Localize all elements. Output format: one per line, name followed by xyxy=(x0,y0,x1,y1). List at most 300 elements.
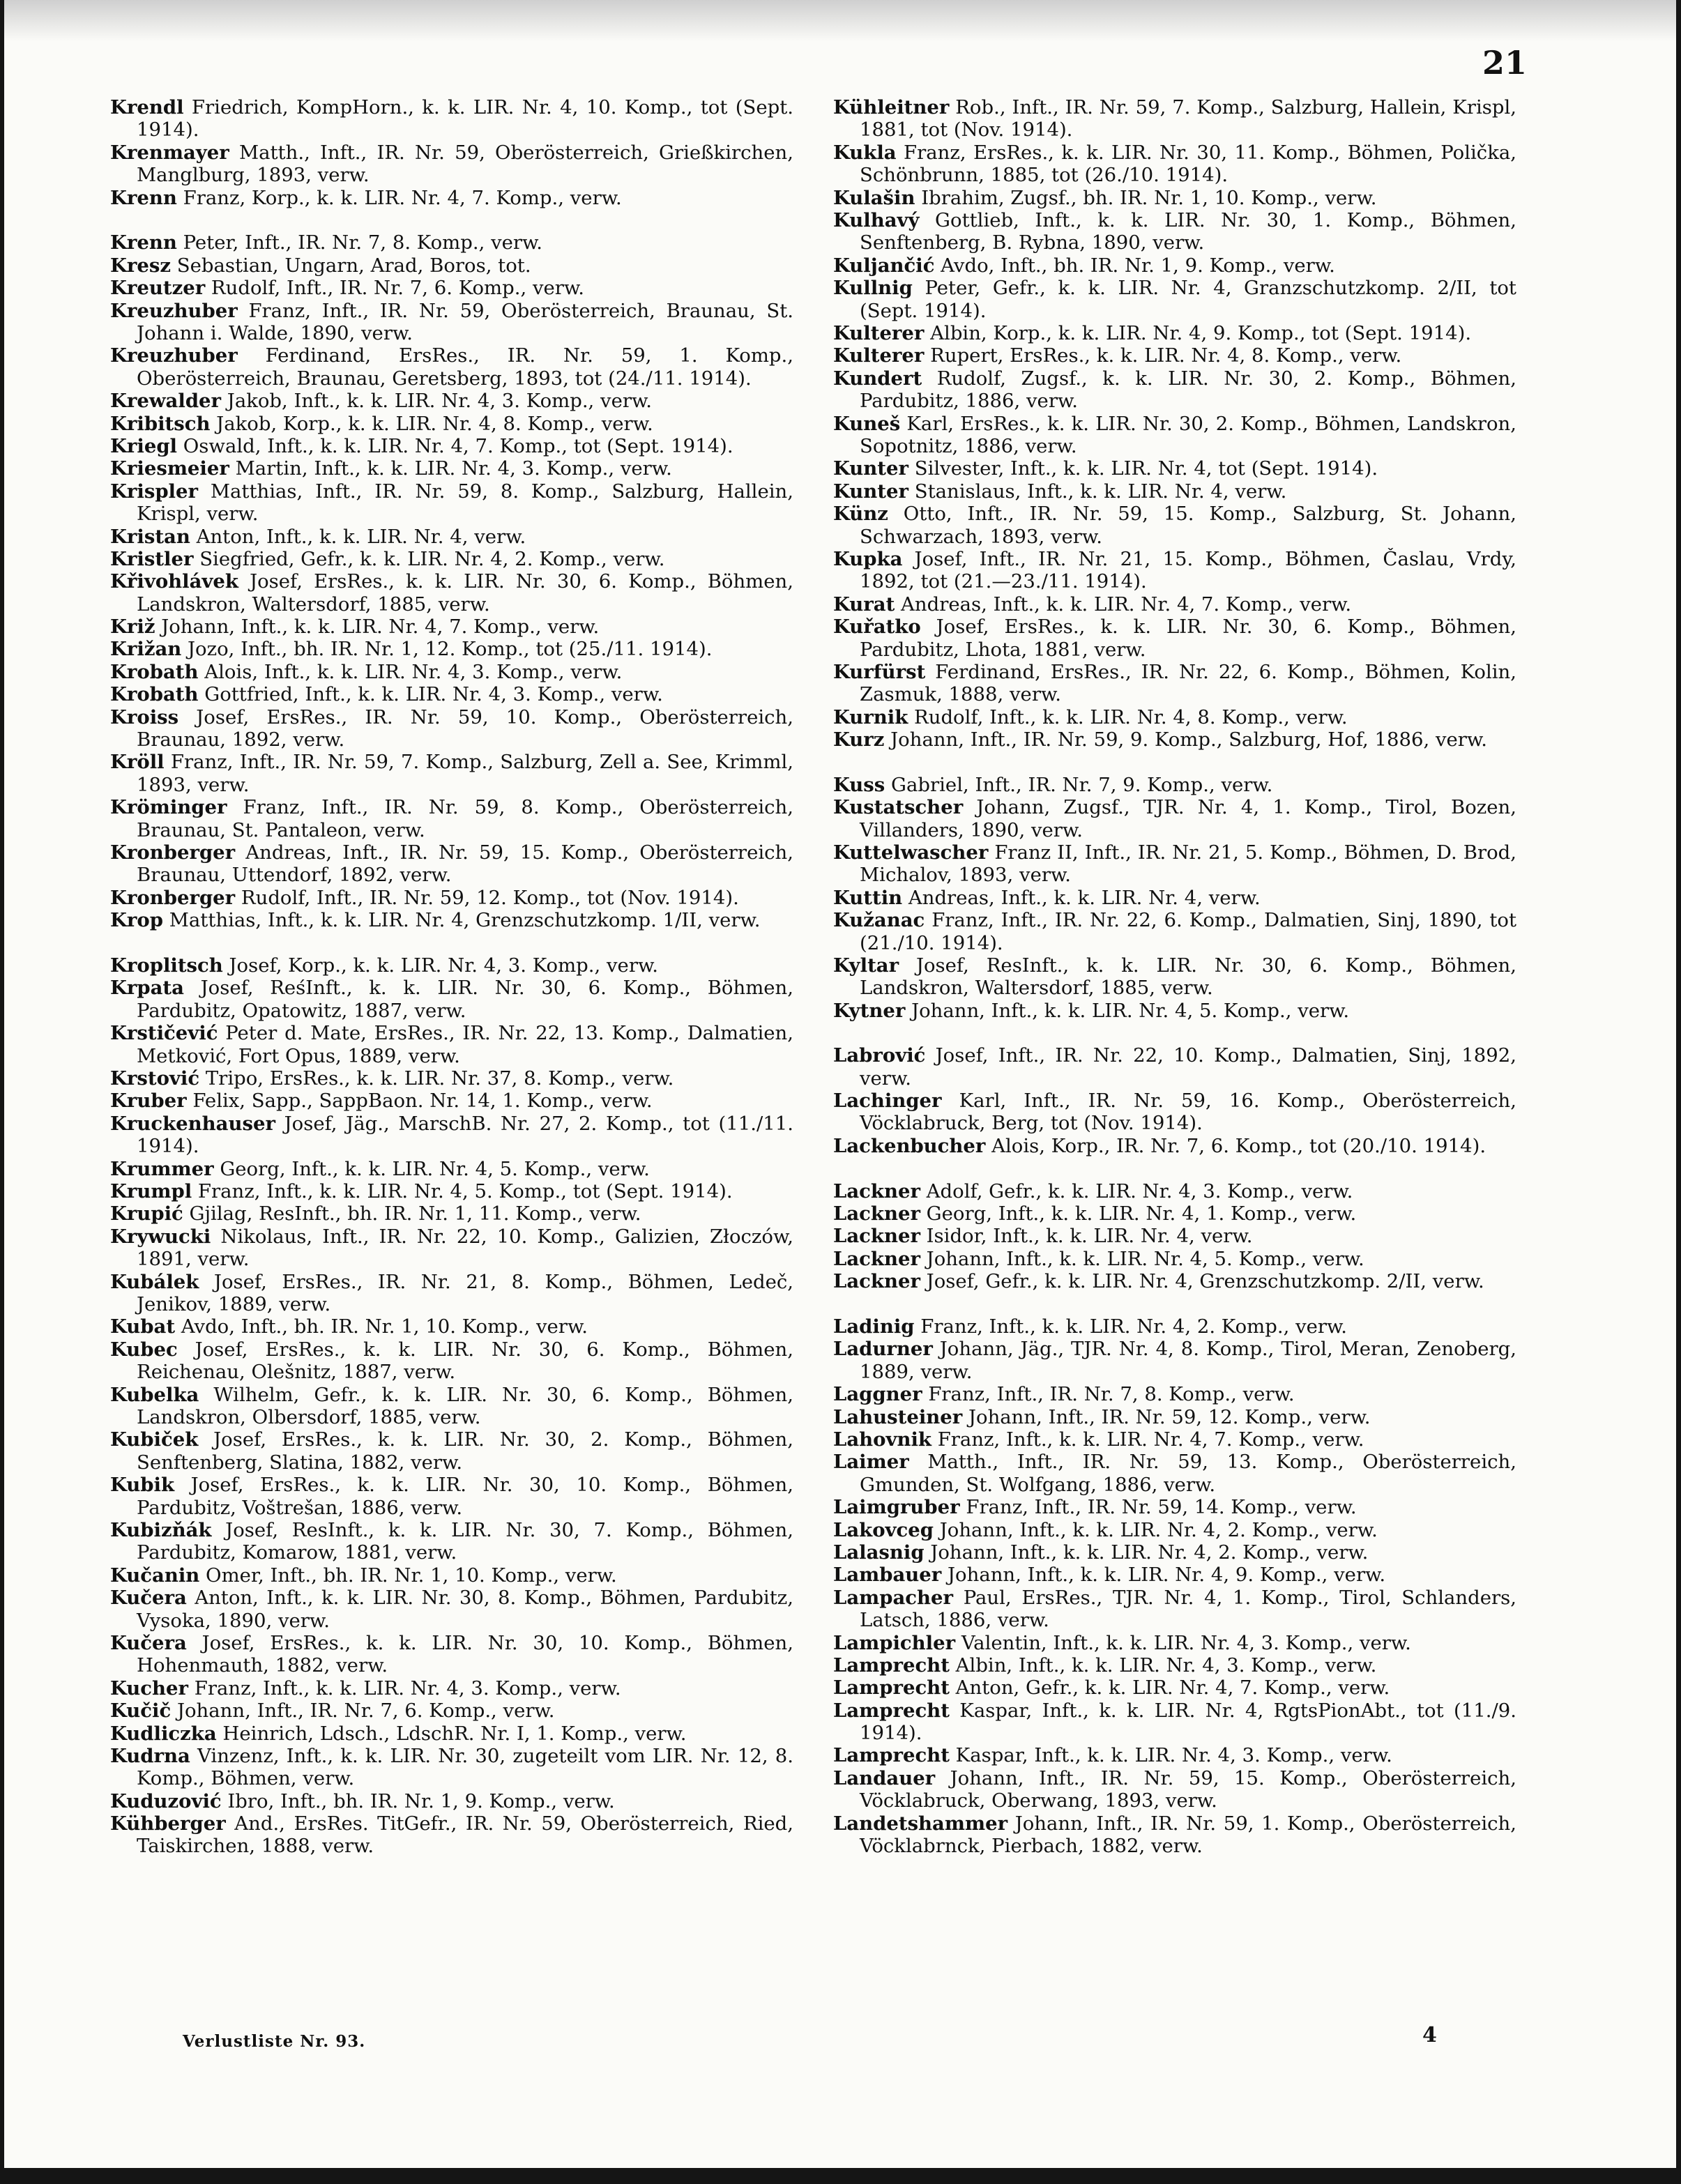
entry-details: Franz, Inft., IR. Nr. 59, 8. Komp., Oberösterreich, Braunau, St. Pantaleon, verw. xyxy=(137,796,793,841)
right-column xyxy=(833,96,1516,1857)
list-entry xyxy=(110,638,793,660)
entry-surname: Kuřatko xyxy=(833,616,921,639)
entry-surname: Labrović xyxy=(833,1044,926,1067)
entry-details: Johann, Inft., k. k. LIR. Nr. 4, 9. Komp., verw. xyxy=(941,1564,1386,1587)
entry-surname: Kubálek xyxy=(110,1270,199,1293)
list-entry xyxy=(833,1677,1516,1699)
list-entry xyxy=(833,1248,1516,1270)
list-entry xyxy=(833,593,1516,616)
list-entry xyxy=(110,142,793,187)
list-entry xyxy=(833,774,1516,796)
list-entry xyxy=(833,841,1516,887)
list-entry xyxy=(110,1022,793,1067)
entry-surname: Krupić xyxy=(110,1202,183,1225)
entry-surname: Kučič xyxy=(110,1700,172,1723)
entry-surname: Krpata xyxy=(110,977,184,1000)
entry-surname: Kuttelwascher xyxy=(833,841,989,864)
entry-details: Josef, ResInft., k. k. LIR. Nr. 30, 6. Komp., Böhmen, Landskron, Waltersdorf, 1885, verw. xyxy=(860,954,1516,1000)
entry-surname: Krstović xyxy=(110,1067,200,1090)
entry-details: Franz, Inft., k. k. LIR. Nr. 4, 2. Komp., verw. xyxy=(914,1315,1348,1338)
entry-surname: Kuljančić xyxy=(833,254,935,277)
list-entry xyxy=(833,142,1516,187)
entry-details: Oswald, Inft., k. k. LIR. Nr. 4, 7. Komp., tot (Sept. 1914). xyxy=(177,434,733,457)
entry-surname: Kristler xyxy=(110,547,194,570)
entry-surname: Kuss xyxy=(833,773,885,796)
entry-details: Kaspar, Inft., k. k. LIR. Nr. 4, RgtsPionAbt., tot (11./9. 1914). xyxy=(860,1699,1516,1745)
entry-surname: Landetshammer xyxy=(833,1812,1008,1835)
entry-surname: Kubik xyxy=(110,1474,175,1497)
entry-details: Anton, Inft., k. k. LIR. Nr. 4, verw. xyxy=(190,525,526,548)
entry-details: Georg, Inft., k. k. LIR. Nr. 4, 1. Komp., verw. xyxy=(920,1202,1357,1225)
entry-surname: Kucher xyxy=(110,1677,189,1700)
entry-surname: Kundert xyxy=(833,367,922,390)
list-entry xyxy=(110,1067,793,1090)
entry-surname: Kupka xyxy=(833,547,903,570)
list-entry xyxy=(833,1812,1516,1858)
entry-surname: Lamprecht xyxy=(833,1654,950,1677)
entry-surname: Kullnig xyxy=(833,277,913,300)
entry-details: Johann, Jäg., TJR. Nr. 4, 8. Komp., Tirol, Meran, Zenoberg, 1889, verw. xyxy=(860,1338,1516,1383)
entry-details: Karl, ErsRes., k. k. LIR. Nr. 30, 2. Komp., Böhmen, Landskron, Sopotnitz, 1886, verw. xyxy=(860,412,1516,457)
list-entry xyxy=(833,367,1516,413)
entry-details: Adolf, Gefr., k. k. LIR. Nr. 4, 3. Komp., verw. xyxy=(920,1179,1353,1202)
entry-surname: Kreuzhuber xyxy=(110,344,238,367)
entry-details: And., ErsRes. TitGefr., IR. Nr. 59, Oberösterreich, Ried, Taiskirchen, 1888, verw. xyxy=(137,1812,793,1858)
list-entry xyxy=(833,1496,1516,1518)
entry-details: Peter d. Mate, ErsRes., IR. Nr. 22, 13. Komp., Dalmatien, Metković, Fort Opus, 1889, verw. xyxy=(137,1022,793,1067)
entry-surname: Kytner xyxy=(833,999,906,1022)
list-entry xyxy=(833,1587,1516,1632)
entry-details: Martin, Inft., k. k. LIR. Nr. 4, 3. Komp., verw. xyxy=(229,457,672,480)
entry-surname: Kröll xyxy=(110,751,165,774)
entry-surname: Kreutzer xyxy=(110,277,206,300)
entry-surname: Kulhavý xyxy=(833,208,920,231)
entry-surname: Kyltar xyxy=(833,954,899,977)
entry-surname: Kroiss xyxy=(110,705,179,728)
entry-details: Andreas, Inft., k. k. LIR. Nr. 4, verw. xyxy=(902,886,1261,909)
entry-details: Johann, Inft., k. k. LIR. Nr. 4, 7. Komp., verw. xyxy=(155,616,600,639)
list-entry xyxy=(833,954,1516,1000)
page-number: 21 xyxy=(1482,44,1527,82)
entry-surname: Ladurner xyxy=(833,1338,933,1361)
list-entry xyxy=(833,1541,1516,1564)
entry-details: Andreas, Inft., IR. Nr. 59, 15. Komp., Oberösterreich, Braunau, Uttendorf, 1892, verw. xyxy=(137,841,793,887)
entry-surname: Kubec xyxy=(110,1338,178,1361)
list-entry xyxy=(110,457,793,480)
list-entry xyxy=(110,548,793,570)
list-entry xyxy=(833,1090,1516,1135)
entry-surname: Lackner xyxy=(833,1247,920,1270)
signature-mark: 4 xyxy=(1422,2023,1437,2047)
entry-surname: Kudrna xyxy=(110,1744,190,1767)
list-entry xyxy=(833,1338,1516,1383)
entry-surname: Krobath xyxy=(110,660,199,683)
entry-details: Josef, ErsRes., IR. Nr. 59, 10. Komp., Oberösterreich, Braunau, 1892, verw. xyxy=(137,705,793,751)
list-entry xyxy=(833,1632,1516,1654)
entry-details: Josef, ResInft., k. k. LIR. Nr. 30, 7. Komp., Böhmen, Pardubitz, Komarow, 1881, verw. xyxy=(137,1518,793,1564)
entry-details: Otto, Inft., IR. Nr. 59, 15. Komp., Salzburg, St. Johann, Schwarzach, 1893, verw. xyxy=(860,503,1516,548)
entry-surname: Kruber xyxy=(110,1090,187,1113)
entry-surname: Krumpl xyxy=(110,1179,192,1202)
entry-details: Georg, Inft., k. k. LIR. Nr. 4, 5. Komp., verw. xyxy=(213,1157,650,1180)
entry-details: Matth., Inft., IR. Nr. 59, Oberösterreich, Grießkirchen, Manglburg, 1893, verw. xyxy=(137,141,793,187)
entry-details: Albin, Inft., k. k. LIR. Nr. 4, 3. Komp., verw. xyxy=(949,1654,1377,1677)
list-entry xyxy=(110,344,793,390)
entry-details: Franz, Inft., IR. Nr. 59, Oberösterreich, Braunau, St. Johann i. Walde, 1890, verw. xyxy=(137,299,793,344)
entry-details: Tripo, ErsRes., k. k. LIR. Nr. 37, 8. Komp., verw. xyxy=(199,1067,674,1090)
entry-details: Anton, Gefr., k. k. LIR. Nr. 4, 7. Komp., verw. xyxy=(949,1677,1390,1700)
list-entry xyxy=(833,1180,1516,1202)
entry-details: Josef, ErsRes., k. k. LIR. Nr. 30, 10. Komp., Böhmen, Pardubitz, Voštrešan, 1886, verw. xyxy=(137,1474,793,1519)
entry-surname: Lampacher xyxy=(833,1586,954,1609)
entry-details: Rudolf, Inft., IR. Nr. 59, 12. Komp., tot (Nov. 1914). xyxy=(235,886,739,909)
scan-border-left xyxy=(0,0,4,2184)
entry-surname: Kučera xyxy=(110,1631,187,1654)
list-entry xyxy=(110,480,793,526)
list-entry xyxy=(110,96,793,142)
entry-surname: Kurnik xyxy=(833,705,908,728)
list-entry xyxy=(833,1044,1516,1090)
entry-surname: Križan xyxy=(110,638,182,661)
list-entry xyxy=(110,1812,793,1858)
list-entry xyxy=(110,954,793,977)
entry-details: Avdo, Inft., bh. IR. Nr. 1, 9. Komp., verw. xyxy=(934,254,1335,277)
entry-details: Franz, Inft., k. k. LIR. Nr. 4, 3. Komp., verw. xyxy=(188,1677,621,1700)
list-entry xyxy=(833,1519,1516,1541)
entry-details: Silvester, Inft., k. k. LIR. Nr. 4, tot (Sept. 1914). xyxy=(908,457,1378,480)
list-entry xyxy=(833,254,1516,277)
entry-details: Josef, ReśInft., k. k. LIR. Nr. 30, 6. Komp., Böhmen, Pardubitz, Opatowitz, 1887, verw. xyxy=(137,977,793,1022)
list-entry xyxy=(833,209,1516,254)
entry-surname: Lampichler xyxy=(833,1631,956,1654)
list-entry xyxy=(110,1723,793,1745)
entry-surname: Kühberger xyxy=(110,1812,226,1835)
list-entry xyxy=(833,96,1516,142)
entry-surname: Kriesmeier xyxy=(110,457,229,480)
entry-details: Josef, Inft., IR. Nr. 21, 15. Komp., Böhmen, Časlau, Vrdy, 1892, tot (21.—23./11. 1914). xyxy=(860,547,1516,593)
entry-details: Josef, Inft., IR. Nr. 22, 10. Komp., Dalmatien, Sinj, 1892, verw. xyxy=(860,1044,1516,1090)
list-entry xyxy=(110,1113,793,1158)
entry-details: Franz, ErsRes., k. k. LIR. Nr. 30, 11. Komp., Böhmen, Polička, Schönbrunn, 1885, tot (26./10. 1914). xyxy=(860,141,1516,187)
list-entry xyxy=(110,1225,793,1271)
list-entry xyxy=(833,1654,1516,1677)
entry-surname: Lamprecht xyxy=(833,1677,950,1700)
entry-surname: Kučanin xyxy=(110,1564,200,1587)
entry-details: Karl, Inft., IR. Nr. 59, 16. Komp., Oberösterreich, Vöcklabruck, Berg, tot (Nov. 1914). xyxy=(860,1090,1516,1135)
list-entry xyxy=(833,413,1516,458)
entry-details: Josef, ErsRes., IR. Nr. 21, 8. Komp., Böhmen, Ledeč, Jenikov, 1889, verw. xyxy=(137,1270,793,1315)
entry-surname: Kulašin xyxy=(833,186,915,209)
entry-surname: Kribitsch xyxy=(110,412,211,435)
entry-surname: Kučera xyxy=(110,1587,187,1610)
entry-surname: Landauer xyxy=(833,1766,936,1789)
entry-surname: Kunter xyxy=(833,480,908,503)
entry-surname: Lahovnik xyxy=(833,1428,931,1451)
entry-details: Ibrahim, Zugsf., bh. IR. Nr. 1, 10. Komp., verw. xyxy=(915,186,1377,209)
entry-details: Rudolf, Inft., IR. Nr. 7, 6. Komp., verw. xyxy=(205,277,584,300)
entry-details: Felix, Sapp., SappBaon. Nr. 14, 1. Komp., verw. xyxy=(186,1090,653,1113)
scan-shadow xyxy=(0,0,1681,42)
entry-surname: Kustatscher xyxy=(833,796,964,819)
list-entry xyxy=(110,887,793,909)
list-entry xyxy=(833,187,1516,209)
entry-details: Johann, Inft., k. k. LIR. Nr. 4, 5. Komp., verw. xyxy=(905,999,1350,1022)
list-entry xyxy=(833,887,1516,909)
entry-surname: Kubat xyxy=(110,1315,176,1338)
entry-details: Josef, ErsRes., k. k. LIR. Nr. 30, 6. Komp., Böhmen, Landskron, Waltersdorf, 1885, verw. xyxy=(137,570,793,616)
entry-surname: Kuttin xyxy=(833,886,903,909)
list-entry xyxy=(110,909,793,954)
entry-details: Johann, Inft., IR. Nr. 59, 9. Komp., Salzburg, Hof, 1886, verw. xyxy=(884,728,1487,751)
entry-surname: Lamprecht xyxy=(833,1699,950,1722)
entry-surname: Lackner xyxy=(833,1179,920,1202)
list-entry xyxy=(110,977,793,1022)
entry-surname: Kronberger xyxy=(110,886,236,909)
entry-surname: Krendl xyxy=(110,96,184,119)
list-entry xyxy=(110,661,793,683)
list-entry xyxy=(833,457,1516,480)
list-entry xyxy=(110,1745,793,1790)
entry-details: Jakob, Korp., k. k. LIR. Nr. 4, 8. Komp., verw. xyxy=(210,412,653,435)
entry-details: Gabriel, Inft., IR. Nr. 7, 9. Komp., verw. xyxy=(885,773,1273,796)
entry-surname: Krstičević xyxy=(110,1022,218,1045)
entry-details: Franz, Korp., k. k. LIR. Nr. 4, 7. Komp., verw. xyxy=(176,186,622,209)
list-entry xyxy=(110,683,793,705)
list-entry xyxy=(833,344,1516,367)
list-entry xyxy=(833,616,1516,661)
entry-details: Franz, Inft., k. k. LIR. Nr. 4, 5. Komp., tot (Sept. 1914). xyxy=(192,1179,733,1202)
entry-surname: Laimgruber xyxy=(833,1496,960,1519)
list-entry xyxy=(110,1564,793,1587)
entry-surname: Kriegl xyxy=(110,434,178,457)
entry-details: Johann, Inft., k. k. LIR. Nr. 4, 5. Komp., verw. xyxy=(920,1247,1364,1270)
entry-details: Siegfried, Gefr., k. k. LIR. Nr. 4, 2. Komp., verw. xyxy=(193,547,665,570)
entry-details: Jakob, Inft., k. k. LIR. Nr. 4, 3. Komp., verw. xyxy=(221,390,653,413)
entry-details: Gjilag, ResInft., bh. IR. Nr. 1, 11. Komp., verw. xyxy=(183,1202,641,1225)
entry-details: Jozo, Inft., bh. IR. Nr. 1, 12. Komp., tot (25./11. 1914). xyxy=(181,638,713,661)
entry-details: Josef, Gefr., k. k. LIR. Nr. 4, Grenzschutzkomp. 2/II, verw. xyxy=(920,1270,1484,1293)
entry-surname: Lalasnig xyxy=(833,1541,925,1564)
entry-details: Matthias, Inft., k. k. LIR. Nr. 4, Grenzschutzkomp. 1/II, verw. xyxy=(162,909,761,932)
entry-surname: Lambauer xyxy=(833,1564,942,1587)
entry-details: Rudolf, Zugsf., k. k. LIR. Nr. 30, 2. Komp., Böhmen, Pardubitz, 1886, verw. xyxy=(860,367,1516,413)
entry-surname: Kubiček xyxy=(110,1428,199,1451)
entry-surname: Kresz xyxy=(110,254,171,277)
entry-details: Sebastian, Ungarn, Arad, Boros, tot. xyxy=(171,254,531,277)
list-entry xyxy=(833,503,1516,548)
entry-surname: Lackner xyxy=(833,1202,920,1225)
entry-surname: Kukla xyxy=(833,141,897,164)
list-entry xyxy=(110,1384,793,1429)
list-entry xyxy=(833,1767,1516,1812)
entry-surname: Künz xyxy=(833,503,888,526)
entry-surname: Kubelka xyxy=(110,1383,199,1406)
entry-surname: Kudliczka xyxy=(110,1722,217,1745)
list-entry xyxy=(110,1632,793,1677)
list-entry xyxy=(833,1000,1516,1022)
list-entry xyxy=(110,390,793,412)
entry-details: Johann, Inft., IR. Nr. 7, 6. Komp., verw. xyxy=(171,1700,555,1723)
entry-details: Johann, Inft., IR. Nr. 59, 12. Komp., verw. xyxy=(962,1405,1371,1428)
list-entry xyxy=(110,796,793,841)
list-entry xyxy=(833,1383,1516,1405)
entry-details: Matthias, Inft., IR. Nr. 59, 8. Komp., Salzburg, Hallein, Krispl, verw. xyxy=(137,480,793,526)
entry-details: Anton, Inft., k. k. LIR. Nr. 30, 8. Komp., Böhmen, Pardubitz, Vysoka, 1890, verw. xyxy=(137,1587,793,1632)
entry-details: Avdo, Inft., bh. IR. Nr. 1, 10. Komp., verw. xyxy=(175,1315,588,1338)
entry-surname: Krenmayer xyxy=(110,141,229,164)
entry-surname: Lamprecht xyxy=(833,1744,950,1767)
list-entry xyxy=(110,187,793,232)
entry-details: Franz, Inft., IR. Nr. 7, 8. Komp., verw. xyxy=(922,1383,1295,1406)
list-entry xyxy=(110,1158,793,1180)
entry-details: Josef, Korp., k. k. LIR. Nr. 4, 3. Komp., verw. xyxy=(222,954,658,977)
list-entry xyxy=(110,300,793,345)
entry-details: Rudolf, Inft., k. k. LIR. Nr. 4, 8. Komp., verw. xyxy=(908,705,1348,728)
entry-surname: Krummer xyxy=(110,1157,214,1180)
entry-details: Josef, ErsRes., k. k. LIR. Nr. 30, 6. Komp., Böhmen, Pardubitz, Lhota, 1881, verw. xyxy=(860,616,1516,661)
entry-details: Heinrich, Ldsch., LdschR. Nr. I, 1. Komp., verw. xyxy=(216,1722,687,1745)
scan-border-right xyxy=(1676,0,1681,2184)
entry-details: Andreas, Inft., k. k. LIR. Nr. 4, 7. Komp., verw. xyxy=(895,593,1352,616)
list-entry xyxy=(833,1564,1516,1586)
entry-details: Rob., Inft., IR. Nr. 59, 7. Komp., Salzburg, Hallein, Krispl, 1881, tot (Nov. 1914). xyxy=(860,96,1516,142)
entry-surname: Kröminger xyxy=(110,796,227,819)
entry-details: Josef, ErsRes., k. k. LIR. Nr. 30, 6. Komp., Böhmen, Reichenau, Olešnitz, 1887, verw. xyxy=(137,1338,793,1384)
entry-details: Kaspar, Inft., k. k. LIR. Nr. 4, 3. Komp., verw. xyxy=(949,1744,1392,1767)
list-entry xyxy=(110,1271,793,1316)
entry-surname: Kristan xyxy=(110,525,190,548)
entry-surname: Lackenbucher xyxy=(833,1134,986,1157)
entry-surname: Lahusteiner xyxy=(833,1405,963,1428)
entry-details: Stanislaus, Inft., k. k. LIR. Nr. 4, verw. xyxy=(908,480,1287,503)
entry-surname: Krop xyxy=(110,909,163,932)
entry-surname: Lackner xyxy=(833,1225,920,1248)
entry-surname: Krobath xyxy=(110,683,199,706)
list-entry xyxy=(110,1519,793,1564)
entry-details: Nikolaus, Inft., IR. Nr. 22, 10. Komp., Galizien, Złoczów, 1891, verw. xyxy=(137,1225,793,1271)
list-entry xyxy=(833,1744,1516,1766)
entry-details: Gottfried, Inft., k. k. LIR. Nr. 4, 3. Komp., verw. xyxy=(198,683,663,706)
entry-surname: Kuneš xyxy=(833,412,901,435)
entry-surname: Kulterer xyxy=(833,344,925,367)
entry-surname: Kulterer xyxy=(833,321,925,344)
entry-surname: Kruckenhauser xyxy=(110,1112,275,1135)
list-entry xyxy=(833,1315,1516,1338)
list-entry xyxy=(833,909,1516,954)
entry-details: Johann, Inft., IR. Nr. 59, 15. Komp., Oberösterreich, Vöcklabruck, Oberwang, 1893, verw. xyxy=(860,1766,1516,1812)
entry-surname: Lackner xyxy=(833,1270,920,1293)
left-column xyxy=(110,96,793,1858)
entry-details: Franz II, Inft., IR. Nr. 21, 5. Komp., Böhmen, D. Brod, Michalov, 1893, verw. xyxy=(860,841,1516,887)
list-entry xyxy=(110,413,793,435)
entry-details: Isidor, Inft., k. k. LIR. Nr. 4, verw. xyxy=(920,1225,1253,1248)
list-entry xyxy=(833,661,1516,706)
entry-details: Albin, Korp., k. k. LIR. Nr. 4, 9. Komp., tot (Sept. 1914). xyxy=(924,321,1472,344)
entry-details: Franz, Inft., IR. Nr. 22, 6. Komp., Dalmatien, Sinj, 1890, tot (21./10. 1914). xyxy=(860,909,1516,954)
entry-details: Gottlieb, Inft., k. k. LIR. Nr. 30, 1. Komp., Böhmen, Senftenberg, B. Rybna, 1890, verw. xyxy=(860,208,1516,254)
entry-surname: Krispler xyxy=(110,480,198,503)
entry-surname: Krewalder xyxy=(110,390,222,413)
list-entry xyxy=(833,706,1516,728)
list-entry xyxy=(110,1790,793,1812)
list-entry xyxy=(833,1270,1516,1315)
entry-details: Johann, Inft., IR. Nr. 59, 1. Komp., Oberösterreich, Vöcklabrnck, Pierbach, 1882, verw. xyxy=(860,1812,1516,1858)
entry-details: Alois, Korp., IR. Nr. 7, 6. Komp., tot (20./10. 1914). xyxy=(985,1134,1486,1157)
list-entry xyxy=(833,1225,1516,1247)
entry-details: Franz, Inft., IR. Nr. 59, 14. Komp., verw. xyxy=(959,1496,1357,1519)
footer-source: Verlustliste Nr. 93. xyxy=(183,2032,366,2051)
entry-details: Josef, ErsRes., k. k. LIR. Nr. 30, 2. Komp., Böhmen, Senftenberg, Slatina, 1882, verw. xyxy=(137,1428,793,1474)
entry-surname: Kroplitsch xyxy=(110,954,223,977)
entry-details: Franz, Inft., IR. Nr. 59, 7. Komp., Salzburg, Zell a. See, Krimml, 1893, verw. xyxy=(137,751,793,796)
entry-surname: Kubizňák xyxy=(110,1518,212,1541)
entry-details: Franz, Inft., k. k. LIR. Nr. 4, 7. Komp., verw. xyxy=(931,1428,1364,1451)
entry-details: Omer, Inft., bh. IR. Nr. 1, 10. Komp., verw. xyxy=(199,1564,617,1587)
list-entry xyxy=(110,1474,793,1519)
list-entry xyxy=(110,1700,793,1722)
entry-surname: Kreuzhuber xyxy=(110,299,238,322)
list-entry xyxy=(110,231,793,254)
entry-surname: Kužanac xyxy=(833,909,925,932)
entry-details: Vinzenz, Inft., k. k. LIR. Nr. 30, zugeteilt vom LIR. Nr. 12, 8. Komp., Böhmen, verw. xyxy=(137,1744,793,1790)
list-entry xyxy=(110,1315,793,1338)
entry-details: Wilhelm, Gefr., k. k. LIR. Nr. 30, 6. Komp., Böhmen, Landskron, Olbersdorf, 1885, verw. xyxy=(137,1383,793,1428)
list-entry xyxy=(833,1135,1516,1180)
list-entry xyxy=(833,1202,1516,1225)
list-entry xyxy=(833,796,1516,841)
list-entry xyxy=(110,841,793,887)
entry-details: Ibro, Inft., bh. IR. Nr. 1, 9. Komp., verw. xyxy=(221,1789,615,1812)
entry-details: Josef, Jäg., MarschB. Nr. 27, 2. Komp., tot (11./11. 1914). xyxy=(137,1112,793,1158)
entry-details: Alois, Inft., k. k. LIR. Nr. 4, 3. Komp., verw. xyxy=(198,660,623,683)
list-entry xyxy=(110,435,793,457)
list-entry xyxy=(833,1451,1516,1496)
entry-surname: Laggner xyxy=(833,1383,922,1406)
entry-surname: Lakovceg xyxy=(833,1518,934,1541)
entry-details: Rupert, ErsRes., k. k. LIR. Nr. 4, 8. Komp., verw. xyxy=(924,344,1402,367)
entry-details: Peter, Inft., IR. Nr. 7, 8. Komp., verw. xyxy=(176,231,543,254)
entry-surname: Kronberger xyxy=(110,841,236,864)
entry-surname: Ladinig xyxy=(833,1315,915,1338)
list-entry xyxy=(110,1202,793,1225)
scan-border-bottom xyxy=(0,2168,1681,2184)
entry-surname: Lachinger xyxy=(833,1090,942,1113)
entry-details: Valentin, Inft., k. k. LIR. Nr. 4, 3. Komp., verw. xyxy=(955,1631,1411,1654)
list-entry xyxy=(833,480,1516,503)
entry-surname: Křivohlávek xyxy=(110,570,238,593)
entry-surname: Križ xyxy=(110,616,155,639)
entry-details: Paul, ErsRes., TJR. Nr. 4, 1. Komp., Tirol, Schlanders, Latsch, 1886, verw. xyxy=(860,1586,1516,1632)
list-entry xyxy=(833,322,1516,344)
list-entry xyxy=(110,526,793,548)
list-entry xyxy=(110,1338,793,1384)
list-entry xyxy=(110,1428,793,1474)
list-entry xyxy=(110,1587,793,1632)
list-entry xyxy=(833,1700,1516,1745)
list-entry xyxy=(110,751,793,796)
list-entry xyxy=(110,570,793,616)
entry-details: Josef, ErsRes., k. k. LIR. Nr. 30, 10. Komp., Böhmen, Hohenmauth, 1882, verw. xyxy=(137,1631,793,1677)
entry-details: Ferdinand, ErsRes., IR. Nr. 22, 6. Komp., Böhmen, Kolin, Zasmuk, 1888, verw. xyxy=(860,660,1516,706)
list-entry xyxy=(833,277,1516,322)
list-entry xyxy=(110,616,793,638)
entry-surname: Kurz xyxy=(833,728,885,751)
list-entry xyxy=(833,728,1516,774)
entry-surname: Laimer xyxy=(833,1451,909,1474)
entry-surname: Kurfürst xyxy=(833,660,926,683)
list-entry xyxy=(833,1406,1516,1428)
list-entry xyxy=(833,1428,1516,1451)
